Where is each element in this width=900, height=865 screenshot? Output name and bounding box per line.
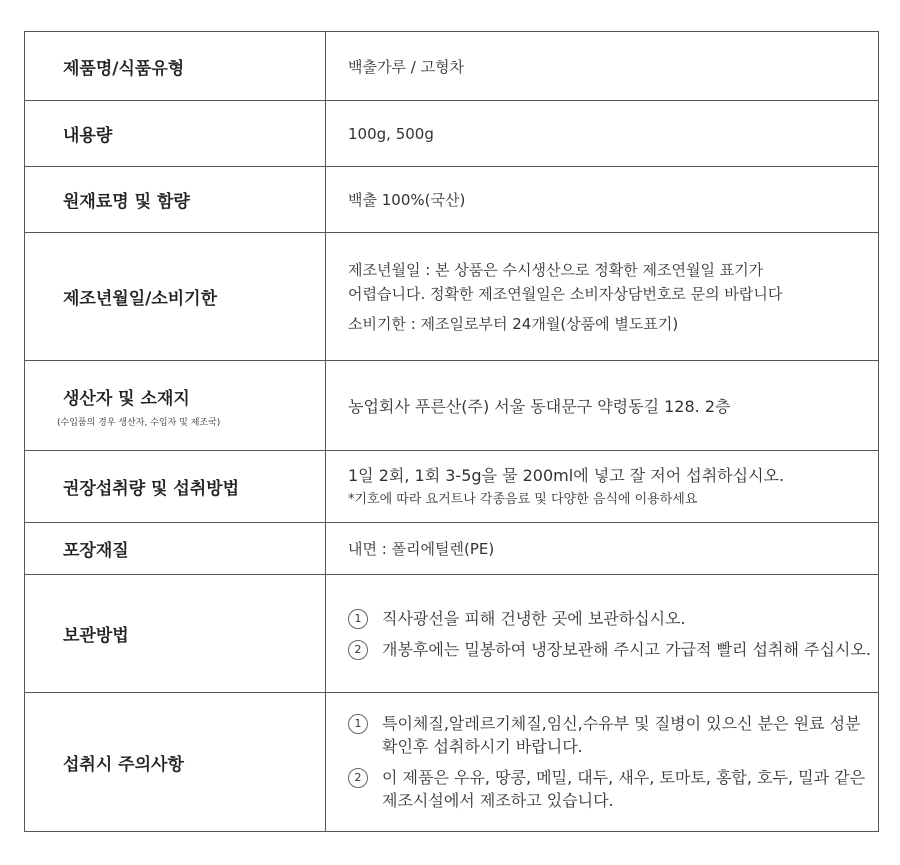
value-line: 어렵습니다. 정확한 제조연월일은 소비자상담번호로 문의 바랍니다 (348, 284, 783, 303)
list-item (348, 766, 878, 812)
row-label: 내용량 (25, 101, 326, 167)
row-value (326, 451, 879, 523)
row-label (25, 361, 326, 451)
list-item (348, 712, 878, 758)
item-text: 이 제품은 우유, 땅콩, 메밀, 대두, 새우, 토마토, 홍합, 호두, 밀과 같은 제조시설에서 제조하고 있습니다. (382, 768, 866, 810)
row-label: 제품명/식품유형 (25, 32, 326, 101)
list-item (348, 638, 878, 661)
product-info-table (24, 31, 879, 832)
value-line: 1일 2회, 1회 3-5g을 물 200ml에 넣고 잘 저어 섭취하십시오. (348, 465, 785, 485)
table-row (25, 167, 879, 233)
row-label-text: 생산자 및 소재지 (63, 388, 190, 409)
row-value (326, 575, 879, 693)
item-text: 직사광선을 피해 건냉한 곳에 보관하십시오. (382, 608, 686, 628)
list-item (348, 607, 878, 630)
item-text: 특이체질,알레르기체질,임신,수유부 및 질병이 있으신 분은 원료 성분 확인후 섭취하시기 바랍니다. (382, 714, 861, 756)
table-row (25, 693, 879, 832)
row-label: 제조년월일/소비기한 (25, 233, 326, 361)
table-row (25, 451, 879, 523)
table-row (25, 523, 879, 575)
row-value: 백출가루 / 고형차 (326, 32, 879, 101)
table-row (25, 575, 879, 693)
row-label: 섭취시 주의사항 (25, 693, 326, 832)
row-value (326, 693, 879, 832)
row-label: 원재료명 및 함량 (25, 167, 326, 233)
table-row (25, 361, 879, 451)
row-label: 포장재질 (25, 523, 326, 575)
row-sublabel: (수입품의 경우 생산자, 수입자 및 제조국) (57, 417, 221, 428)
table-row (25, 32, 879, 101)
row-value: 내면 : 폴리에틸렌(PE) (326, 523, 879, 575)
table-row (25, 233, 879, 361)
row-label: 권장섭취량 및 섭취방법 (25, 451, 326, 523)
value-line: *기호에 따라 요거트나 각종음료 및 다양한 음식에 이용하세요 (348, 491, 698, 507)
table-row (25, 101, 879, 167)
circled-number: 1 (348, 714, 368, 734)
value-line: 제조년월일 : 본 상품은 수시생산으로 정확한 제조연월일 표기가 (348, 260, 764, 279)
row-value: 백출 100%(국산) (326, 167, 879, 233)
item-text: 개봉후에는 밀봉하여 냉장보관해 주시고 가급적 빨리 섭취해 주십시오. (382, 639, 871, 659)
circled-number: 2 (348, 768, 368, 788)
value-line: 소비기한 : 제조일로부터 24개월(상품에 별도표기) (348, 314, 679, 333)
circled-number: 1 (348, 609, 368, 629)
row-label: 보관방법 (25, 575, 326, 693)
circled-number: 2 (348, 640, 368, 660)
row-value: 농업회사 푸른산(주) 서울 동대문구 약령동길 128. 2층 (326, 361, 879, 451)
row-value (326, 233, 879, 361)
row-value: 100g, 500g (326, 101, 879, 167)
